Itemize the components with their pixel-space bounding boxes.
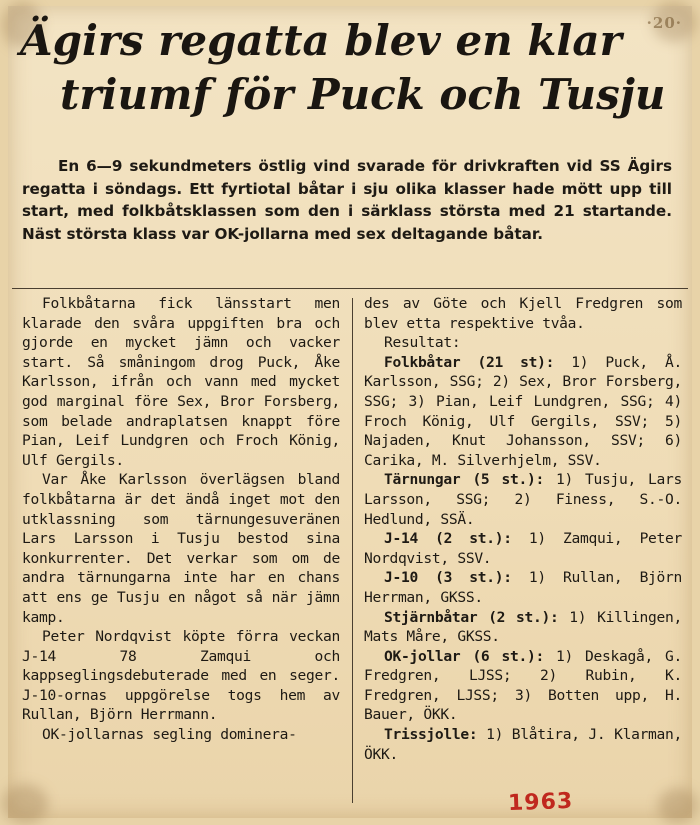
body-paragraph-continuation: des av Göte och Kjell Fredgren som blev etta respektive tvåa. bbox=[364, 295, 682, 332]
result-class: Folkbåtar (21 st): bbox=[384, 353, 555, 371]
headline-line-1: Ägirs regatta blev en klar bbox=[20, 16, 622, 65]
result-class: Stjärnbåtar (2 st.): bbox=[384, 608, 559, 626]
result-class: Trissjolle: bbox=[384, 726, 478, 744]
result-text: 1) Blåtira, J. Klarman, ÖKK. bbox=[364, 726, 682, 763]
result-text: 1) Zamqui, Peter Nordqvist, SSV. bbox=[364, 530, 682, 567]
results-heading: Resultat: bbox=[384, 334, 461, 352]
body-paragraph: Folkbåtarna fick länsstart men klarade den svåra uppgiften bra och gjorde en mycket jämn och vacker start. Så småningom drog Puck, Åke Karlsson, ifrån och vann med mycket god marginal före Sex, Bror Forsberg, som belade andraplatsen knappt före Pian, Leif Lundgren och Froch König, Ulf Gergils. bbox=[22, 295, 340, 469]
result-entry bbox=[364, 725, 682, 764]
result-text: 1) Deskagå, G. Fredgren, LJSS; 2) Rubin, K. Fredgren, LJSS; 3) Botten upp, H. Bauer, ÖKK. bbox=[364, 647, 682, 724]
headline-line-2: triumf för Puck och Tusju bbox=[60, 70, 666, 119]
result-text: 1) Tusju, Lars Larsson, SSG; 2) Finess, S.-O. Hedlund, SSÄ. bbox=[364, 471, 682, 528]
result-entry bbox=[364, 647, 682, 725]
column-divider bbox=[352, 298, 353, 803]
result-class: J-14 (2 st.): bbox=[384, 530, 512, 548]
result-text: 1) Puck, Å. Karlsson, SSG; 2) Sex, Bror Forsberg, SSG; 3) Pian, Leif Lundgren, SSG; 4) Froch König, Ulf Gergils, SSV; 5) Najaden, Knut Johansson, SSV; 6) Carika, M. Silverhjelm, SSV. bbox=[364, 353, 682, 469]
handwritten-year: 1963 bbox=[507, 788, 574, 817]
tape-stain-bottom-left bbox=[2, 784, 48, 824]
body-paragraph: OK-jollarnas segling dominera- bbox=[42, 726, 297, 744]
result-text: 1) Rullan, Björn Herrman, GKSS. bbox=[364, 569, 682, 606]
result-entry bbox=[364, 470, 682, 529]
result-entry bbox=[364, 608, 682, 647]
horizontal-rule bbox=[12, 288, 688, 289]
body-paragraph: Var Åke Karlsson överlägsen bland folkbåtarna är det ändå inget mot den utklassning som tärnungesuveränen Lars Larsson i Tusju bestod sina konkurrenter. Det verkar som om de andra tärnungarna inte har en chans att ens ge Tusju en något så när jämn kamp. bbox=[22, 471, 340, 626]
result-entry bbox=[364, 568, 682, 607]
result-class: OK-jollar (6 st.): bbox=[384, 647, 544, 665]
result-entry bbox=[364, 353, 682, 471]
result-text: 1) Killingen, Mats Måre, GKSS. bbox=[364, 608, 682, 646]
result-class: J-10 (3 st.): bbox=[384, 569, 512, 587]
result-class: Tärnungar (5 st.): bbox=[384, 471, 544, 489]
lead-paragraph: En 6—9 sekundmeters östlig vind svarade för drivkraften vid SS Ägirs regatta i söndags. Ett fyrtiotal båtar i sju olika klasser hade mött upp till start, med folkbåtsklassen som den i särklass största med 21 startande. Näst största klass var OK-jollarna med sex deltagande båtar. bbox=[22, 157, 672, 243]
body-paragraph: Peter Nordqvist köpte förra veckan J-14 78 Zamqui och kappseglingsdebuterade med en seger. J-10-ornas uppgörelse togs hem av Rullan, Björn Herrmann. bbox=[22, 628, 340, 724]
page-stamp: ·20· bbox=[646, 14, 682, 32]
tape-stain-bottom-right bbox=[658, 788, 698, 824]
headline bbox=[0, 14, 700, 122]
right-column bbox=[364, 294, 682, 764]
result-entry bbox=[364, 529, 682, 568]
left-column bbox=[22, 294, 340, 745]
